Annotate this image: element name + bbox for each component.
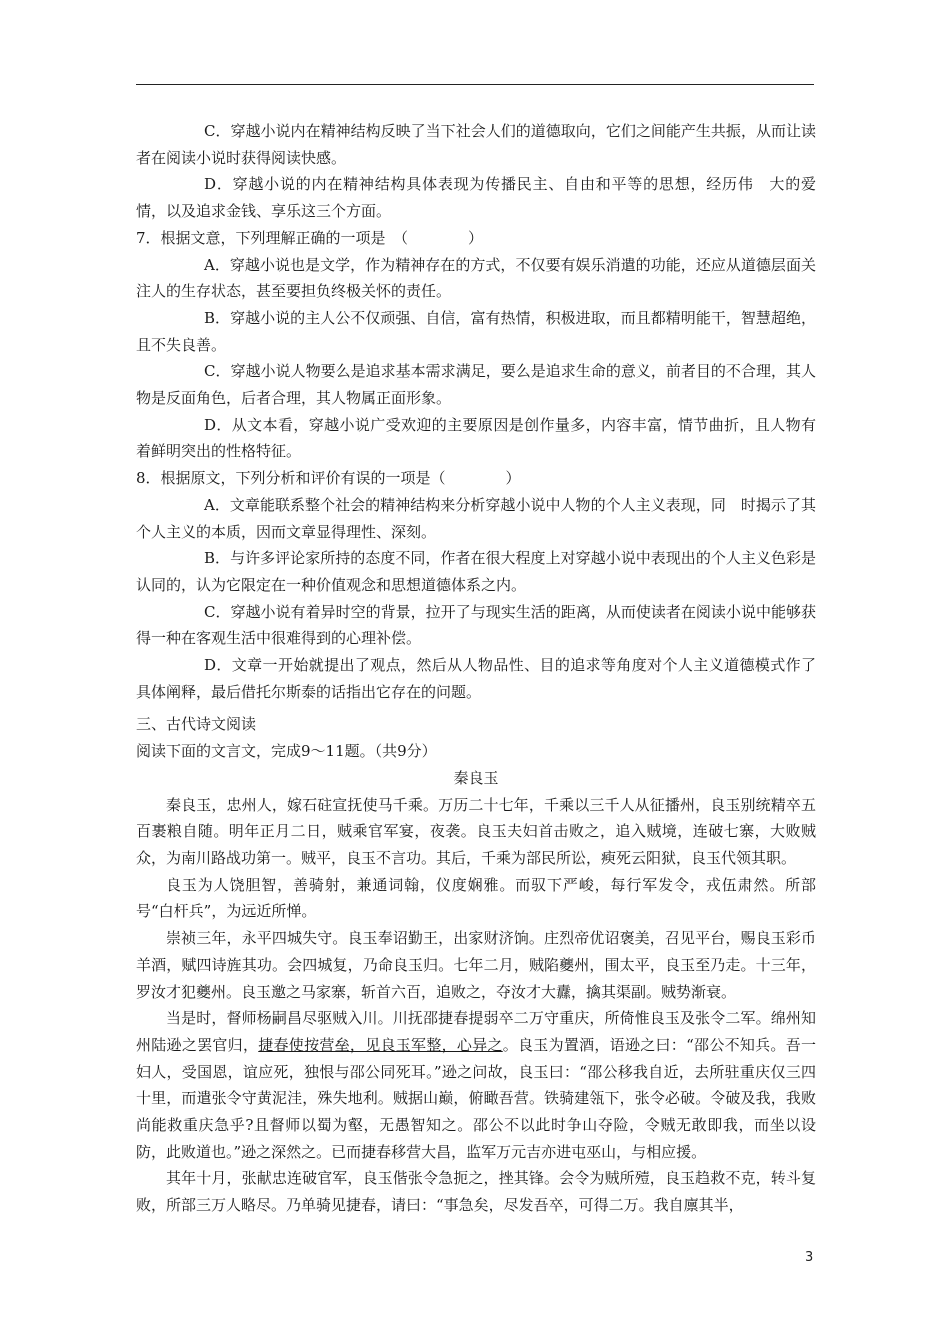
document-body <box>136 118 816 1219</box>
q7-option-b: B．穿越小说的主人公不仅顽强、自信，富有热情，积极进取，而且都精明能干，智慧超绝，且不失良善。 <box>136 308 816 354</box>
q6-option-c: C．穿越小说内在精神结构反映了当下社会人们的道德取向，它们之间能产生共振，从而让读者在阅读小说时获得阅读快感。 <box>136 122 816 167</box>
q8-option-a: A．文章能联系整个社会的精神结构来分析穿越小说中人物的个人主义表现，同 时揭示了其个人主义的本质，因而文章显得理性、深刻。 <box>136 495 816 541</box>
paragraph-4-text-b: 。良玉为置酒，语逊之曰：“邵公不知兵。吾一妇人，受国恩，谊应死，独恨与邵公同死耳。”逊之问故，良玉曰：“邵公移我自近，去所驻重庆仅三四十里，而遣张令守黄泥洼，殊失地利。贼据山巅，俯瞰吾营。铁骑建瓴下，张令必破。令破及我，我败尚能救重庆急乎?且督师以蜀为壑，无愚智知之。邵公不以此时争山夺险，令贼无敢即我，而坐以设防，此败道也。”逊之深然之。已而捷春移营大昌，监军万元吉亦进屯巫山，与相应援。 <box>136 1035 816 1161</box>
header-rule <box>136 84 814 85</box>
question-7: 7．根据文意，下列理解正确的一项是 （ ） <box>136 228 484 247</box>
page-number: 3 <box>805 1250 814 1265</box>
passage-paragraph-5: 其年十月，张献忠连破官军，良玉偕张令急扼之，挫其锋。会令为贼所殪，良玉趋救不克，转斗复败，所部三万人略尽。乃单骑见捷春，请曰：“事急矣，尽发吾卒，可得二万。我自廪其半， <box>136 1169 816 1215</box>
q8-option-d: D．文章一开始就提出了观点，然后从人物品性、目的追求等角度对个人主义道德模式作了具体阐释，最后借托尔斯泰的话指出它存在的问题。 <box>136 656 816 701</box>
passage-paragraph-1: 秦良玉，忠州人，嫁石砫宣抚使马千乘。万历二十七年，千乘以三千人从征播州，良玉别统精卒五百裹粮自随。明年正月二日，贼乘官军宴，夜袭。良玉夫妇首击败之，追入贼境，连破七寨，大败贼众，为南川路战功第一。贼平，良玉不言功。其后，千乘为部民所讼，瘐死云阳狱，良玉代领其职。 <box>136 795 816 867</box>
section-heading: 三、古代诗文阅读 <box>136 715 257 734</box>
q6-option-d: D．穿越小说的内在精神结构具体表现为传播民主、自由和平等的思想，经历伟 大的爱情，以及追求金钱、享乐这三个方面。 <box>136 175 816 221</box>
passage-paragraph-4 <box>136 1005 816 1165</box>
q7-option-c: C．穿越小说人物要么是追求基本需求满足，要么是追求生命的意义，前者目的不合理，其人物是反面角色，后者合理，其人物属正面形象。 <box>136 362 816 408</box>
reading-instruction: 阅读下面的文言文，完成9～11题。（共9分） <box>136 742 437 761</box>
underlined-sentence: 捷春使按营垒，见良玉军整，心异之 <box>258 1035 503 1054</box>
q7-option-a: A．穿越小说也是文学，作为精神存在的方式，不仅要有娱乐消遣的功能，还应从道德层面关注人的生存状态，甚至要担负终极关怀的责任。 <box>136 255 816 301</box>
question-8: 8．根据原文，下列分析和评价有误的一项是（ ） <box>136 469 521 488</box>
passage-paragraph-3: 崇祯三年，永平四城失守。良玉奉诏勤王，出家财济饷。庄烈帝优诏褒美，召见平台，赐良玉彩币羊酒，赋四诗旌其功。会四城复，乃命良玉归。七年二月，贼陷夔州，围太平，良玉至乃走。十三年，罗汝才犯夔州。良玉邀之马家寨，斩首六百，追败之，夺汝才大纛，擒其渠副。贼势渐衰。 <box>136 929 816 1001</box>
q7-option-d: D．从文本看，穿越小说广受欢迎的主要原因是创作量多，内容丰富，情节曲折，且人物有着鲜明突出的性格特征。 <box>136 415 816 461</box>
paragraph-4-text-a: 当是时，督师杨嗣昌尽驱贼入川。川抚邵捷春提弱卒二万守重庆，所倚惟良玉及张令二军。绵州知州陆逊之罢官归， <box>136 1009 816 1054</box>
q8-option-c: C．穿越小说有着异时空的背景，拉开了与现实生活的距离，从而使读者在阅读小说中能够获得一种在客观生活中很难得到的心理补偿。 <box>136 602 816 648</box>
passage-paragraph-2: 良玉为人饶胆智，善骑射，兼通词翰，仪度娴雅。而驭下严峻，每行军发令，戎伍肃然。所部号“白杆兵”，为远近所惮。 <box>136 875 816 921</box>
q8-option-b: B．与许多评论家所持的态度不同，作者在很大程度上对穿越小说中表现出的个人主义色彩是认同的，认为它限定在一种价值观念和思想道德体系之内。 <box>136 549 816 594</box>
passage-title: 秦良玉 <box>453 768 499 787</box>
